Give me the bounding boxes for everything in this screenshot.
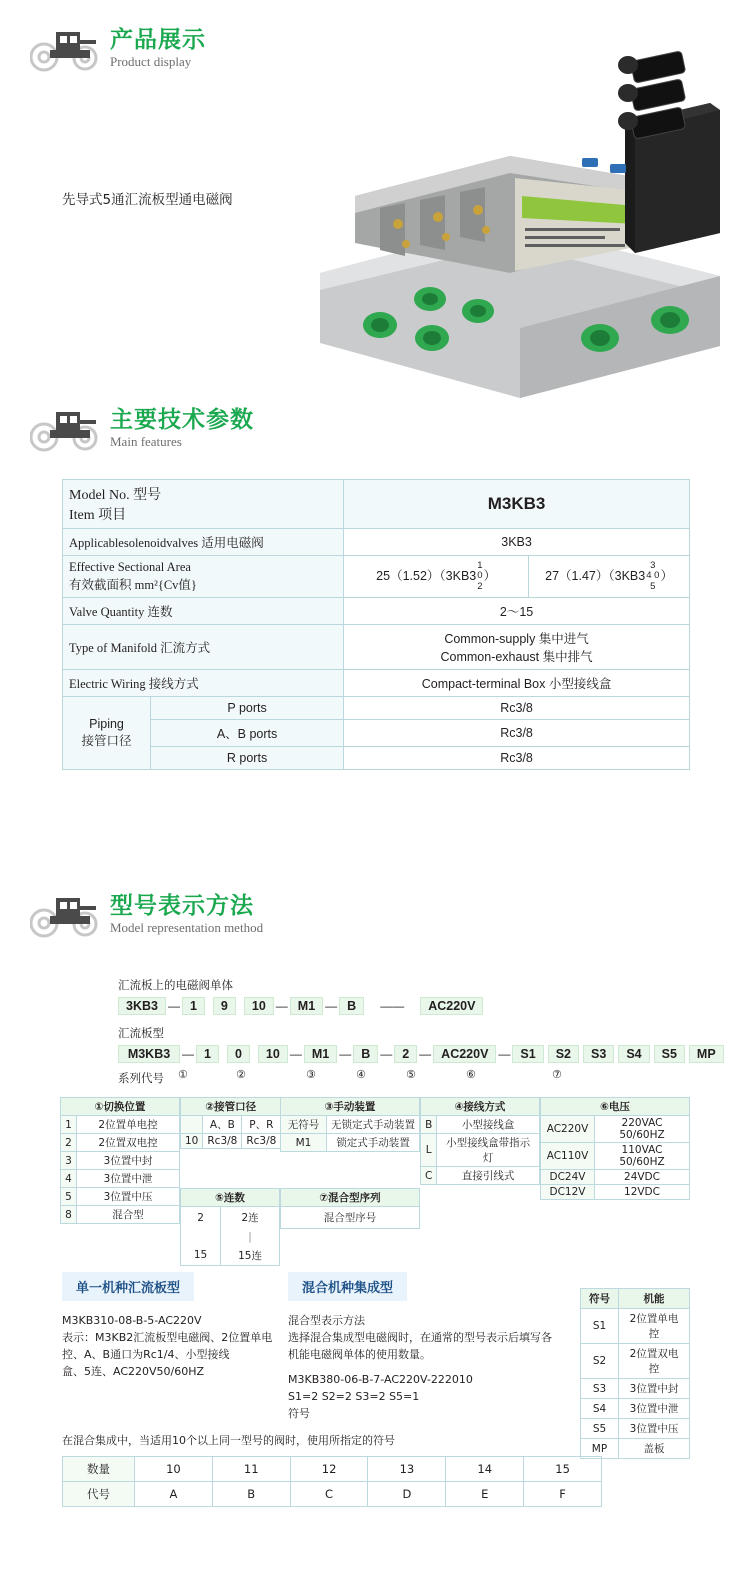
opt6-code: DC12V	[541, 1185, 595, 1200]
table-row	[63, 1482, 602, 1507]
fn-symbol: S5	[581, 1419, 619, 1439]
mcode-position: 1	[196, 1045, 219, 1063]
section-header-product	[30, 24, 206, 72]
table-row	[581, 1379, 690, 1399]
opt2-head-ab: A、B	[203, 1116, 242, 1134]
code-value: D	[368, 1482, 446, 1507]
table-row	[63, 720, 690, 747]
area-v2-pre: 27（1.47）（3KB3	[545, 568, 646, 583]
opt7-desc: 混合型序号	[281, 1207, 420, 1229]
opt1-desc: 混合型	[77, 1206, 180, 1224]
piping-port: P ports	[151, 697, 344, 720]
piping-value: Rc3/8	[344, 720, 690, 747]
circle-6: ⑥	[466, 1068, 476, 1081]
mcode-s4: S4	[618, 1045, 649, 1063]
fn-desc: 3位置中封	[619, 1379, 690, 1399]
code-value: B	[212, 1482, 290, 1507]
code-value: E	[446, 1482, 524, 1507]
piping-label-l1: Piping	[89, 717, 124, 731]
fn-symbol: MP	[581, 1439, 619, 1459]
table-row	[63, 625, 690, 670]
opt1-code: 1	[61, 1116, 77, 1134]
section-header-model	[30, 890, 263, 938]
opt3-desc: 锁定式手动装置	[327, 1134, 420, 1152]
opt1-title: ①切换位置	[61, 1098, 180, 1116]
opt4-title: ④接线方式	[421, 1098, 540, 1116]
circle-3: ③	[306, 1068, 316, 1081]
option-table-qty: ⑤连数 2 2连 ｜ 15 15连	[180, 1188, 280, 1266]
opt6-desc: 24VDC	[595, 1170, 690, 1185]
opt2-code: 10	[181, 1134, 203, 1149]
table-row	[581, 1419, 690, 1439]
option-table-mixseq	[280, 1188, 420, 1229]
mixed-type-title-wrap	[288, 1272, 407, 1301]
product-image	[310, 28, 730, 398]
mcode-series: M3KB3	[118, 1045, 180, 1063]
mixed-line-2: 选择混合集成型电磁阀时，在通常的型号表示后填写各	[288, 1331, 552, 1345]
opt1-code: 3	[61, 1152, 77, 1170]
option-table-position	[60, 1097, 180, 1224]
section-title-en: Product display	[110, 53, 192, 69]
spec-row-label-l1: Effective Sectional Area	[69, 560, 191, 574]
spec-table	[62, 479, 690, 770]
opt6-desc: 12VDC	[595, 1185, 690, 1200]
gear-tractor-icon-3	[30, 890, 102, 938]
gear-tractor-icon-2	[30, 404, 102, 452]
spec-row-value: Compact-terminal Box 小型接线盒	[344, 670, 690, 697]
opt6-code: AC220V	[541, 1116, 595, 1143]
section-title-cn: 产品展示	[110, 26, 206, 53]
qty-value: 11	[212, 1457, 290, 1482]
mixed-line-1: 混合型表示方法	[288, 1314, 365, 1327]
table-row	[63, 747, 690, 770]
opt6-code: DC24V	[541, 1170, 595, 1185]
manifold-line2: Common-exhaust 集中排气	[440, 650, 593, 664]
piping-port: A、B ports	[151, 720, 344, 747]
spec-row-label: Valve Quantity 连数	[63, 598, 344, 625]
opt6-title: ⑥电压	[541, 1098, 690, 1116]
fn-desc: 2位置单电控	[619, 1309, 690, 1344]
qty-code-table	[62, 1456, 602, 1507]
code-value: C	[290, 1482, 368, 1507]
code-value: F	[524, 1482, 602, 1507]
qty-value: 10	[135, 1457, 213, 1482]
spec-row-label: Electric Wiring 接线方式	[63, 670, 344, 697]
spec-head-line2: Item 项目	[69, 508, 127, 523]
single-type-title: 单一机种汇流板型	[62, 1272, 194, 1301]
note-series: 系列代号	[118, 1071, 164, 1085]
note-manifold: 汇流板型	[118, 1026, 164, 1040]
table-row	[63, 670, 690, 697]
circle-7: ⑦	[552, 1068, 562, 1081]
code-extra: 9	[213, 997, 236, 1015]
fn-symbol: S1	[581, 1309, 619, 1344]
qty-value: 14	[446, 1457, 524, 1482]
mcode-voltage: AC220V	[433, 1045, 496, 1063]
mixed-type-title: 混合机种集成型	[288, 1272, 407, 1301]
area-v1-post: ）	[483, 568, 497, 583]
table-row	[581, 1344, 690, 1379]
code-series: 3KB3	[118, 997, 166, 1015]
opt4-desc: 直接引线式	[437, 1167, 540, 1185]
opt1-desc: 2位置双电控	[77, 1134, 180, 1152]
spec-head-value: M3KB3	[344, 480, 690, 529]
single-type-title-wrap	[62, 1272, 194, 1301]
circle-5: ⑤	[406, 1068, 416, 1081]
spec-row-value: 2～15	[344, 598, 690, 625]
fn-head-function: 机能	[619, 1289, 690, 1309]
spec-head-line1: Model No. 型号	[69, 488, 162, 503]
mcode-s3: S3	[583, 1045, 614, 1063]
single-line-2: 表示：M3KB2汇流板型电磁阀、2位置单电	[62, 1331, 273, 1345]
single-type-text	[62, 1312, 282, 1380]
table-row	[63, 480, 690, 529]
qty-value: 13	[368, 1457, 446, 1482]
fn-desc: 3位置中泄	[619, 1399, 690, 1419]
mixed-line-3: 机能电磁阀单体的使用数量。	[288, 1348, 431, 1362]
code-manual: M1	[290, 997, 323, 1015]
opt1-desc: 3位置中封	[77, 1152, 180, 1170]
qty-value: 12	[290, 1457, 368, 1482]
opt2-title: ②接管口径	[181, 1098, 281, 1116]
model-row-manifold: M3KB3 — 1 0 10 — M1 — B — 2 — AC220V — S1 S2 S3 S4 S5 MP	[118, 1045, 724, 1063]
qty-row-label: 数量	[63, 1457, 135, 1482]
model-row-single: 3KB3 — 1 9 10 — M1 — B —— AC220V	[118, 997, 483, 1015]
qty-note: 在混合集成中，当适用10个以上同一型号的阀时，使用所指定的符号	[62, 1434, 395, 1447]
fn-desc: 2位置双电控	[619, 1344, 690, 1379]
single-line-1: M3KB310-08-B-5-AC220V	[62, 1314, 202, 1327]
mcode-mp: MP	[689, 1045, 724, 1063]
spec-row-label: Type of Manifold 汇流方式	[63, 625, 344, 670]
area-v1-frac: 1 0 2	[477, 559, 483, 592]
table-row	[581, 1309, 690, 1344]
opt3-code: 无符号	[281, 1116, 327, 1134]
opt3-code: M1	[281, 1134, 327, 1152]
code-voltage: AC220V	[420, 997, 483, 1015]
spec-row-label-l2: 有效截面积 mm²{Cv值}	[69, 578, 197, 592]
table-row	[63, 697, 690, 720]
opt6-desc: 110VAC 50/60HZ	[595, 1143, 690, 1170]
code-position: 1	[182, 997, 205, 1015]
fn-symbol: S2	[581, 1344, 619, 1379]
opt1-desc: 3位置中压	[77, 1188, 180, 1206]
mcode-extra: 0	[227, 1045, 250, 1063]
code-row-label: 代号	[63, 1482, 135, 1507]
section-header-features	[30, 404, 254, 452]
circle-1: ①	[178, 1068, 188, 1081]
area-v2-frac: 3 4 0 5	[646, 559, 660, 592]
table-row	[63, 556, 690, 598]
table-row	[581, 1399, 690, 1419]
mcode-s1: S1	[512, 1045, 543, 1063]
section-title-cn-3: 型号表示方法	[110, 892, 254, 919]
opt1-code: 4	[61, 1170, 77, 1188]
spec-row-label: Applicablesolenoidvalves 适用电磁阀	[63, 529, 344, 556]
opt3-title: ③手动装置	[281, 1098, 420, 1116]
mcode-manual: M1	[304, 1045, 337, 1063]
code-value: A	[135, 1482, 213, 1507]
opt4-code: L	[421, 1134, 437, 1167]
opt1-code: 5	[61, 1188, 77, 1206]
mixed-line-6: 符号	[288, 1407, 310, 1421]
opt1-desc: 2位置单电控	[77, 1116, 180, 1134]
option-table-port	[180, 1097, 281, 1149]
qty-value: 15	[524, 1457, 602, 1482]
section-title-cn-2: 主要技术参数	[110, 406, 254, 433]
circle-2: ②	[236, 1068, 246, 1081]
option-table-wiring	[420, 1097, 540, 1185]
opt6-desc: 220VAC 50/60HZ	[595, 1116, 690, 1143]
opt4-desc: 小型接线盒	[437, 1116, 540, 1134]
function-table	[580, 1288, 690, 1459]
opt1-desc: 3位置中泄	[77, 1170, 180, 1188]
opt5-title: ⑤连数	[181, 1189, 280, 1207]
mixed-line-4: M3KB380-06-B-7-AC220V-222010	[288, 1373, 473, 1387]
opt5-desc-min: 2连	[221, 1207, 280, 1229]
piping-label-l2: 接管口径	[81, 734, 132, 748]
opt5-code-min: 2	[181, 1207, 221, 1229]
gear-tractor-icon	[30, 24, 102, 72]
opt5-code-max: 15	[181, 1246, 221, 1266]
spec-row-value: 3KB3	[344, 529, 690, 556]
single-line-4: 盒、5连、AC220V50/60HZ	[62, 1365, 205, 1379]
table-row	[63, 529, 690, 556]
opt1-code: 8	[61, 1206, 77, 1224]
fn-symbol: S3	[581, 1379, 619, 1399]
fn-desc: 盖板	[619, 1439, 690, 1459]
option-table-manual	[280, 1097, 420, 1152]
product-caption: 先导式5通汇流板型通电磁阀	[62, 192, 233, 208]
fn-head-symbol: 符号	[581, 1289, 619, 1309]
mcode-port: 10	[258, 1045, 288, 1063]
opt2-ab: Rc3/8	[203, 1134, 242, 1149]
opt5-desc-max: 15连	[221, 1246, 280, 1266]
mcode-qty: 2	[394, 1045, 417, 1063]
opt4-desc: 小型接线盒带指示灯	[437, 1134, 540, 1167]
opt6-code: AC110V	[541, 1143, 595, 1170]
piping-value: Rc3/8	[344, 697, 690, 720]
manifold-line1: Common-supply 集中进气	[444, 632, 589, 646]
mcode-s2: S2	[548, 1045, 579, 1063]
opt2-head-blank	[181, 1116, 203, 1134]
mixed-line-5: S1=2 S2=2 S3=2 S5=1	[288, 1390, 420, 1404]
note-single: 汇流板上的电磁阀单体	[118, 978, 233, 992]
area-v1-pre: 25（1.52）（3KB3	[376, 568, 477, 583]
mixed-type-text	[288, 1312, 578, 1422]
section-title-en-2: Main features	[110, 433, 182, 449]
opt7-title: ⑦混合型序列	[281, 1189, 420, 1207]
opt4-code: B	[421, 1116, 437, 1134]
circle-4: ④	[356, 1068, 366, 1081]
piping-value: Rc3/8	[344, 747, 690, 770]
mcode-s5: S5	[654, 1045, 685, 1063]
opt1-code: 2	[61, 1134, 77, 1152]
opt2-head-pr: P、R	[242, 1116, 281, 1134]
option-table-voltage	[540, 1097, 690, 1200]
area-v2-post: ）	[660, 568, 673, 583]
code-wiring: B	[339, 997, 364, 1015]
code-port: 10	[244, 997, 274, 1015]
single-line-3: 控、A、B通口为Rc1/4、小型接线	[62, 1348, 230, 1362]
table-row	[63, 1457, 602, 1482]
section-title-en-3: Model representation method	[110, 919, 264, 935]
opt3-desc: 无锁定式手动装置	[327, 1116, 420, 1134]
piping-port: R ports	[151, 747, 344, 770]
opt4-code: C	[421, 1167, 437, 1185]
fn-desc: 3位置中压	[619, 1419, 690, 1439]
table-row	[63, 598, 690, 625]
fn-symbol: S4	[581, 1399, 619, 1419]
opt2-pr: Rc3/8	[242, 1134, 281, 1149]
mcode-wiring: B	[353, 1045, 378, 1063]
